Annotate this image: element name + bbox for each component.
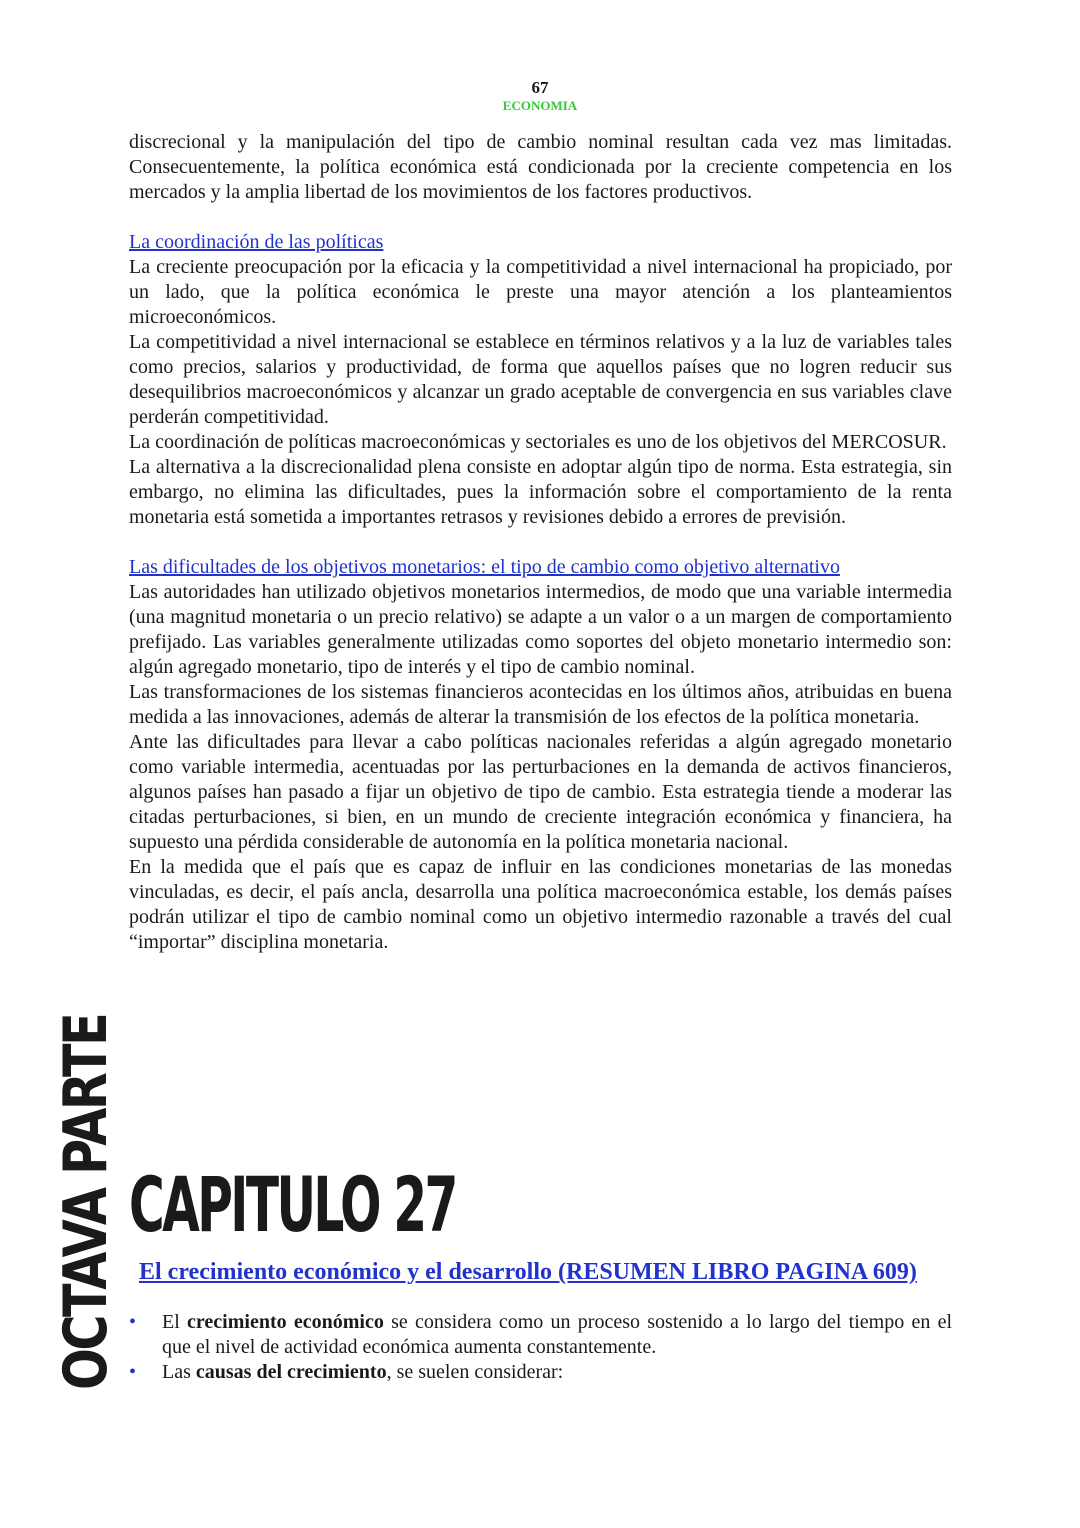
bullet-list <box>129 1310 952 1385</box>
page-header <box>0 78 1080 114</box>
bullet-text: , se suelen considerar: <box>386 1361 564 1383</box>
main-content <box>129 130 952 955</box>
paragraph: La coordinación de políticas macroeconómicas y sectoriales es uno de los objetivos del MERCOSUR. <box>129 431 947 453</box>
section-heading-monetary-objectives[interactable]: Las dificultades de los objetivos monetarios: el tipo de cambio como objetivo alternativo <box>129 556 840 578</box>
list-item <box>129 1310 952 1360</box>
bullet-text: se considera como un proceso sostenido a lo largo del tiempo en el que el nivel de actividad económica aumenta constantemente. <box>162 1311 953 1358</box>
part-label <box>46 932 126 1390</box>
bullet-bold-text: crecimiento económico <box>187 1311 384 1333</box>
list-item <box>129 1360 952 1385</box>
section-tag: ECONOMIA <box>502 98 578 113</box>
chapter-label: CAPITULO 27 <box>129 1160 456 1249</box>
paragraph: Las transformaciones de los sistemas financieros acontecidas en los últimos años, atribuidas en buena medida a las innovaciones, además de alterar la transmisión de los efectos de la política monetaria. <box>129 681 952 728</box>
bullet-bold-text: causas del crecimiento <box>195 1361 387 1383</box>
bullet-icon: • <box>129 1311 137 1333</box>
part-label-text: OCTAVA PARTE <box>51 1014 121 1390</box>
section-heading-coordination[interactable]: La coordinación de las políticas <box>129 231 384 253</box>
bullet-text: Las <box>162 1361 196 1383</box>
page-number: 67 <box>531 78 549 97</box>
paragraph: Ante las dificultades para llevar a cabo políticas nacionales referidas a algún agregado monetario como variable intermedia, acentuadas por las perturbaciones en la demanda de activos financieros, algunos países han pasado a fijar un objetivo de tipo de cambio. Esta estrategia tiende a moderar las citadas perturbaciones, si bien, en un mundo de creciente integración económica y financiera, ha supuesto una pérdida considerable de autonomía en la política monetaria nacional. <box>129 731 952 853</box>
bullet-icon: • <box>129 1361 137 1383</box>
paragraph: La competitividad a nivel internacional se establece en términos relativos y a la luz de variables tales como precios, salarios y productividad, de forma que aquellos países que no logren reducir sus desequilibrios macroeconómicos y alcanzar un grado aceptable de convergencia en sus variables clave perderán competitividad. <box>129 331 952 428</box>
bullet-text: El <box>162 1311 188 1333</box>
chapter-title[interactable]: El crecimiento económico y el desarrollo (RESUMEN LIBRO PAGINA 609) <box>139 1259 917 1285</box>
paragraph: La alternativa a la discrecionalidad plena consiste en adoptar algún tipo de norma. Esta estrategia, sin embargo, no elimina las dificultades, pues la información sobre el comportamiento de la renta monetaria está sometida a importantes retrasos y revisiones debido a errores de previsión. <box>129 456 952 528</box>
paragraph: discrecional y la manipulación del tipo de cambio nominal resultan cada vez mas limitadas. Consecuentemente, la política económica está condicionada por la creciente competencia en los mercados y la amplia libertad de los movimientos de los factores productivos. <box>129 131 952 203</box>
paragraph: Las autoridades han utilizado objetivos monetarios intermedios, de modo que una variable intermedia (una magnitud monetaria o un precio relativo) se adapte a un valor o a un margen de comportamiento prefijado. Las variables generalmente utilizadas como soportes del objeto monetario intermedio son: algún agregado monetario, tipo de interés y el tipo de cambio nominal. <box>129 581 952 678</box>
paragraph: En la medida que el país que es capaz de influir en las condiciones monetarias de las monedas vinculadas, es decir, el país ancla, desarrolla una política macroeconómica estable, los demás países podrán utilizar el tipo de cambio nominal como un objetivo intermedio razonable a través del cual “importar” disciplina monetaria. <box>129 856 952 953</box>
paragraph: La creciente preocupación por la eficacia y la competitividad a nivel internacional ha propiciado, por un lado, que la política económica le preste una mayor atención a los planteamientos microeconómicos. <box>129 256 952 328</box>
